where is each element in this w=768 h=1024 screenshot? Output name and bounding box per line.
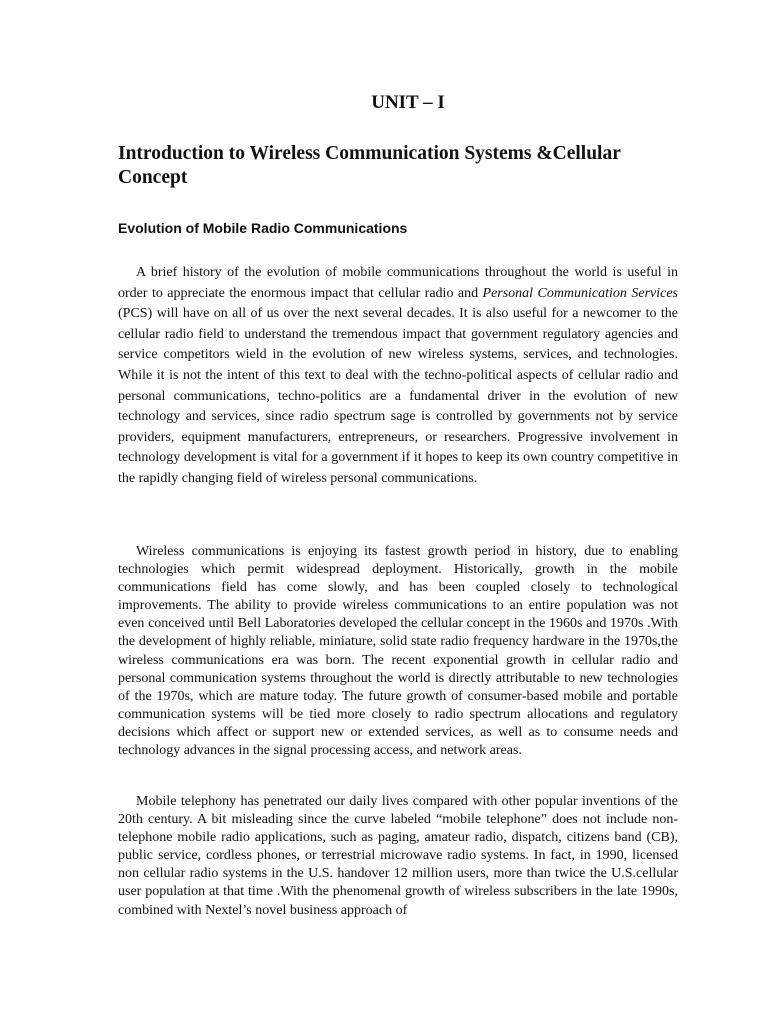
paragraph-mobile-telephony: Mobile telephony has penetrated our daily lives compared with other popular inventions of the 20th century. A bit misleading since the curve labeled “mobile telephone” does not include non-telephone mobile radio applications, such as paging, amateur radio, dispatch, citizens band (CB), public service, cordless phones, or terrestrial microwave radio systems. In fact, in 1990, licensed non cellular radio systems in the U.S. handover 12 million users, more than twice the U.S.cellular user population at that time .With the phenomenal growth of wireless subscribers in the late 1990s, combined with Nextel’s novel business approach of bbox=[118, 794, 678, 918]
paragraph-text-after-italic: (PCS) will have on all of us over the next several decades. It is also useful for a newcomer to the cellular radio field to understand the tremendous impact that government regulatory agencies and service competitors wield in the evolution of new wireless systems, services, and technologies. While it is not the intent of this text to deal with the techno-political aspects of cellular radio and personal communications, techno-politics are a fundamental driver in the evolution of new technology and services, since radio spectrum sage is controlled by governments not by service providers, equipment manufacturers, entrepreneurs, or researchers. Progressive involvement in technology development is vital for a government if it hopes to keep its own country competitive in the rapidly changing field of wireless personal communications. bbox=[118, 306, 678, 486]
section-heading: Evolution of Mobile Radio Communications bbox=[118, 220, 408, 236]
pcs-term-italic: Personal Communication Services bbox=[482, 285, 678, 301]
paragraph-evolution-history bbox=[118, 263, 678, 490]
chapter-title: Introduction to Wireless Communication Systems &Cellular Concept bbox=[118, 143, 621, 188]
paragraph-text-before-italic: A brief history of the evolution of mobile communications throughout the world is useful in order to appreciate the enormous impact that cellular radio and bbox=[118, 265, 678, 301]
paragraph-wireless-growth: Wireless communications is enjoying its fastest growth period in history, due to enabling technologies which permit widespread deployment. Historically, growth in the mobile communications field has come slowly, and has been coupled closely to technological improvements. The ability to provide wireless communications to an entire population was not even conceived until Bell Laboratories developed the cellular concept in the 1960s and 1970s .With the development of highly reliable, miniature, solid state radio frequency hardware in the 1970s,the wireless communications era was born. The recent exponential growth in cellular radio and personal communication systems throughout the world is directly attributable to new technologies of the 1970s, which are mature today. The future growth of consumer-based mobile and portable communication systems will be tied more closely to radio spectrum allocations and regulatory decisions which affect or support new or extended services, as well as to consume needs and technology advances in the signal processing access, and network areas. bbox=[118, 544, 678, 759]
unit-heading: UNIT – I bbox=[371, 92, 445, 113]
